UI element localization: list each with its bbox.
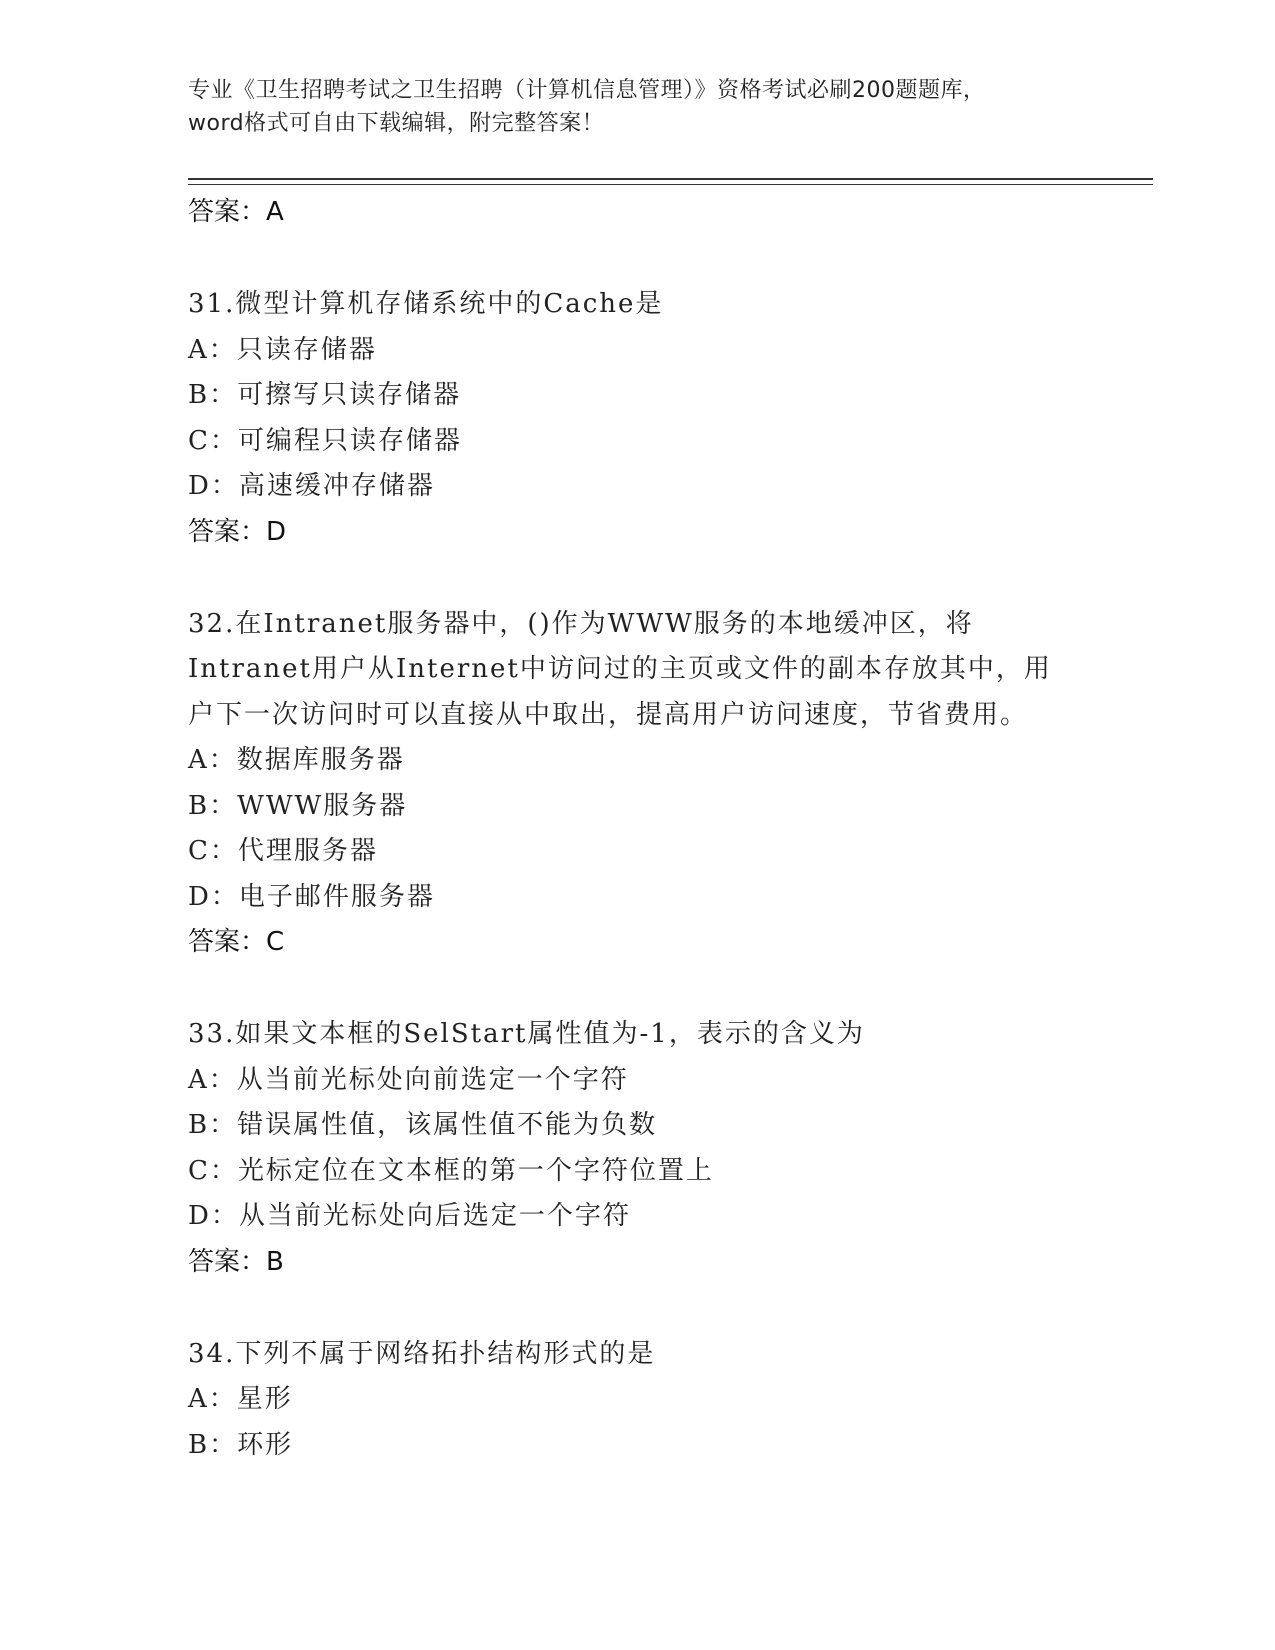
answer-line: 答案：D <box>188 516 287 547</box>
option-d: D：电子邮件服务器 <box>188 881 435 912</box>
header-line-2: word格式可自由下载编辑，附完整答案！ <box>188 111 605 136</box>
question-list <box>188 190 1118 1468</box>
answer-line: 答案：A <box>188 197 284 227</box>
question-text: Intranet用户从Internet中访问过的主页或文件的副本存放其中，用 <box>188 654 1052 684</box>
option-d: D：高速缓冲存储器 <box>188 471 435 501</box>
option-a: A：只读存储器 <box>188 334 377 365</box>
header-divider-thick <box>188 178 1153 180</box>
option-b: B：环形 <box>188 1429 294 1460</box>
document-header <box>188 74 1088 140</box>
question-text: 34.下列不属于网络拓扑结构形式的是 <box>188 1338 656 1369</box>
question-31 <box>188 282 1118 554</box>
option-b: B：可擦写只读存储器 <box>188 380 462 410</box>
option-b: B：错误属性值，该属性值不能为负数 <box>188 1110 658 1140</box>
question-34 <box>188 1332 1118 1469</box>
option-b: B：WWW服务器 <box>188 790 408 821</box>
question-text: 31.微型计算机存储系统中的Cache是 <box>188 289 664 319</box>
option-c: C：代理服务器 <box>188 836 378 866</box>
question-32 <box>188 602 1118 965</box>
option-a: A：数据库服务器 <box>188 745 405 775</box>
question-text: 32.在Intranet服务器中，()作为WWW服务的本地缓冲区，将 <box>188 608 974 639</box>
question-text: 户下一次访问时可以直接从中取出，提高用户访问速度，节省费用。 <box>188 699 1029 730</box>
header-divider-thin <box>188 184 1153 185</box>
header-line-1: 专业《卫生招聘考试之卫生招聘（计算机信息管理）》资格考试必刷200题题库， <box>188 78 986 103</box>
option-c: C：可编程只读存储器 <box>188 425 462 456</box>
option-c: C：光标定位在文本框的第一个字符位置上 <box>188 1155 714 1186</box>
answer-line: 答案：C <box>188 927 285 957</box>
option-a: A：从当前光标处向前选定一个字符 <box>188 1064 629 1095</box>
answer-line: 答案：B <box>188 1246 284 1277</box>
question-33 <box>188 1012 1118 1284</box>
option-d: D：从当前光标处向后选定一个字符 <box>188 1201 631 1231</box>
option-a: A：星形 <box>188 1384 293 1414</box>
question-text: 33.如果文本框的SelStart属性值为-1，表示的含义为 <box>188 1019 865 1049</box>
